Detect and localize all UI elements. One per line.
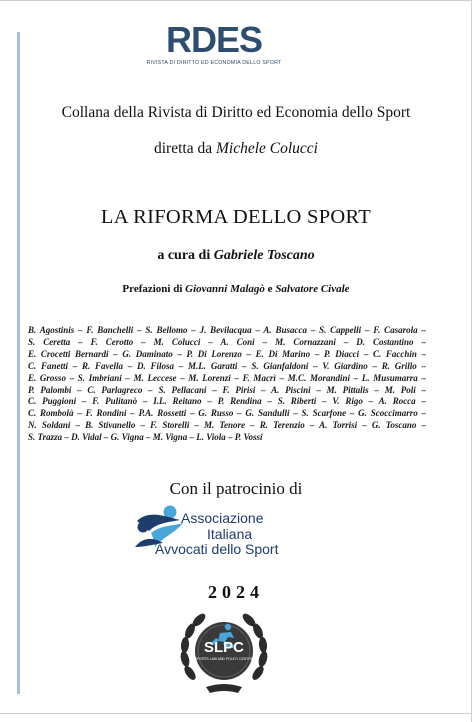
association-logo bbox=[133, 502, 323, 558]
curator-name: Gabriele Toscano bbox=[213, 248, 315, 263]
curator-prefix: a cura di bbox=[157, 248, 211, 263]
preface-author-1: Giovanni Malagò bbox=[185, 283, 265, 295]
publication-year: 2024 bbox=[208, 582, 264, 602]
logo-mark: RDES bbox=[165, 19, 263, 60]
page-border-bottom bbox=[0, 713, 472, 714]
authors-line: C. Rombolà – F. Rondini – P.A. Rossetti – G. Russo – G. Sandulli – S. Scarfone – G. Scoccimarro – bbox=[28, 408, 426, 419]
seal-name: SLPC bbox=[203, 639, 244, 656]
patronage-line: Con il patrocinio di bbox=[169, 479, 303, 498]
seal-subtitle: SPORTS LAW AND POLICY CENTRE bbox=[194, 657, 254, 661]
authors-line: S. Trazza – D. Vidal – G. Vigna – M. Vigna – L. Viola – P. Vossi bbox=[28, 432, 263, 443]
preface-author-2: Salvatore Civale bbox=[275, 283, 350, 295]
director-name: Michele Colucci bbox=[215, 140, 318, 157]
logo-subtitle: RIVISTA DI DIRITTO ED ECONOMIA DELLO SPORT bbox=[146, 60, 282, 66]
page-border-top bbox=[0, 0, 472, 1]
association-line-1: Associazione bbox=[181, 510, 264, 526]
authors-line: S. Ceretta – F. Cerotto – M. Colucci – A. Coni – M. Cornazzani – D. Costantino – bbox=[28, 336, 426, 347]
authors-line: P. Palombi – C. Parlagreco – S. Pellacani – F. Pirisi – A. Piscini – M. Pittalis – M. Poli – bbox=[28, 384, 426, 395]
series-line: Collana della Rivista di Diritto ed Economia dello Sport bbox=[61, 104, 411, 121]
authors-line: C. Puggioni – F. Pulitanò – I.L. Reitano – P. Rendina – S. Riberti – V. Rigo – A. Rocca – bbox=[28, 396, 426, 407]
prefaces-conjunction: e bbox=[267, 283, 273, 295]
prefaces-prefix: Prefazioni di bbox=[122, 283, 183, 295]
authors-line: E. Crocetti Bernardi – G. Daminato – P. Di Lorenzo – E. Di Marino – P. Diacci – C. Facchin – bbox=[28, 348, 426, 359]
curator-line bbox=[0, 248, 472, 264]
prefaces-line bbox=[0, 283, 472, 295]
director-prefix: diretta da bbox=[154, 140, 213, 157]
association-line-2: Italiana bbox=[207, 526, 253, 542]
authors-line: N. Soldani – B. Stivanello – F. Storelli – M. Tenore – R. Terenzio – A. Torrisi – G. Toscano – bbox=[28, 420, 426, 431]
association-line-3: Avvocati dello Sport bbox=[155, 541, 279, 557]
authors-block bbox=[28, 325, 426, 444]
slpc-seal bbox=[176, 611, 272, 695]
authors-line: E. Grosso – S. Imbriani – M. Leccese – M. Lorenzi – F. Macrì – M.C. Morandini – L. Musumarra – bbox=[28, 372, 426, 383]
director-line bbox=[0, 140, 472, 158]
rdes-logo bbox=[139, 21, 289, 67]
book-title: LA RIFORMA DELLO SPORT bbox=[100, 206, 372, 228]
authors-line: B. Agostinis – F. Banchelli – S. Bellomo – J. Bevilacqua – A. Busacca – S. Cappelli – F. Casarola – bbox=[28, 325, 426, 335]
authors-line: C. Fanetti – R. Favella – D. Filosa – M.L. Garatti – S. Gianfaldoni – V. Giardino – R. Grillo – bbox=[28, 360, 426, 371]
